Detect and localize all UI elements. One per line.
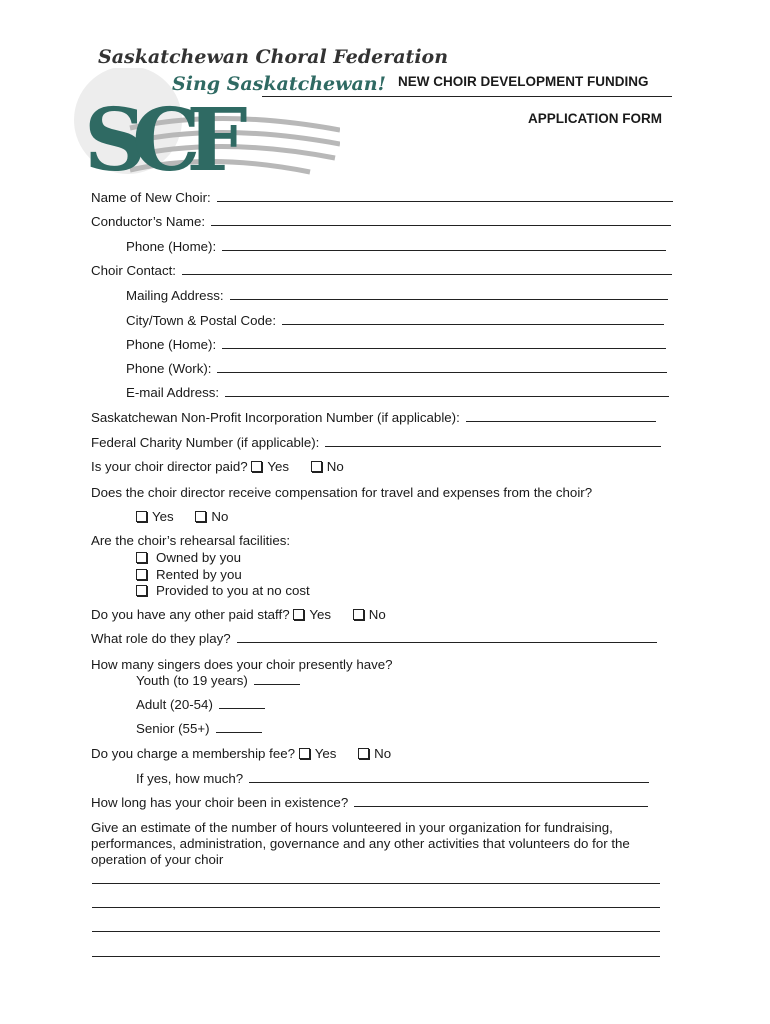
label-other-staff: Do you have any other paid staff? (91, 607, 290, 622)
field-membership-fee (91, 746, 391, 762)
label-yes: Yes (314, 746, 337, 761)
field-director-comp-options (136, 509, 228, 525)
label-conductor-name: Conductor’s Name: (91, 214, 206, 229)
answer-line[interactable] (92, 956, 660, 957)
label-yes: Yes (152, 509, 174, 524)
label-mailing-address: Mailing Address: (126, 288, 224, 303)
label-singers-count: How many singers does your choir presently have? (91, 657, 393, 672)
checkbox-director-paid-yes[interactable] (251, 461, 262, 472)
field-volunteer-hours-line-2 (91, 836, 630, 852)
input-sk-nonprofit[interactable] (466, 410, 656, 422)
label-volunteer-hours-1: Give an estimate of the number of hours volunteered in your organization for fundraising, (91, 820, 613, 835)
field-mailing-address (126, 288, 668, 304)
field-choir-contact (91, 263, 672, 279)
label-conductor-phone: Phone (Home): (126, 239, 217, 254)
field-existence (91, 795, 648, 811)
checkbox-director-paid-no[interactable] (311, 461, 322, 472)
input-federal-charity[interactable] (325, 435, 661, 447)
label-how-much: If yes, how much? (136, 771, 244, 786)
document-title: NEW CHOIR DEVELOPMENT FUNDING (398, 74, 649, 89)
label-facility-provided: Provided to you at no cost (156, 583, 310, 598)
label-senior: Senior (55+) (136, 721, 210, 736)
label-contact-phone-home: Phone (Home): (126, 337, 217, 352)
input-city-postal[interactable] (282, 313, 664, 325)
svg-text:SCF: SCF (84, 90, 234, 178)
input-youth[interactable] (254, 673, 300, 685)
field-senior (136, 721, 262, 737)
document-subtitle: APPLICATION FORM (528, 111, 662, 126)
label-existence: How long has your choir been in existence? (91, 795, 349, 810)
field-rehearsal-facilities (91, 533, 290, 549)
label-no: No (368, 607, 386, 622)
input-mailing-address[interactable] (230, 288, 668, 300)
field-contact-phone-work (126, 361, 667, 377)
scf-logo (70, 40, 449, 178)
label-contact-phone-work: Phone (Work): (126, 361, 212, 376)
answer-line[interactable] (92, 907, 660, 908)
field-director-paid (91, 459, 344, 475)
checkbox-membership-fee-no[interactable] (358, 748, 369, 759)
label-membership-fee: Do you charge a membership fee? (91, 746, 295, 761)
field-conductor-phone (126, 239, 666, 255)
checkbox-other-staff-yes[interactable] (293, 609, 304, 620)
facility-option (136, 567, 242, 583)
field-how-much (136, 771, 649, 787)
field-volunteer-hours-line-1 (91, 820, 613, 836)
field-other-staff (91, 607, 386, 623)
label-facility-owned: Owned by you (156, 550, 242, 565)
checkbox-facility-owned[interactable] (136, 552, 147, 563)
input-contact-phone-work[interactable] (217, 361, 667, 373)
answer-line[interactable] (92, 883, 660, 884)
label-new-choir-name: Name of New Choir: (91, 190, 211, 205)
field-youth (136, 673, 300, 689)
label-youth: Youth (to 19 years) (136, 673, 248, 688)
field-director-comp (91, 485, 592, 501)
input-how-much[interactable] (249, 771, 649, 783)
field-adult (136, 697, 265, 713)
field-volunteer-hours-line-3 (91, 852, 223, 868)
label-city-postal: City/Town & Postal Code: (126, 313, 277, 328)
input-conductor-phone[interactable] (222, 239, 666, 251)
checkbox-facility-provided[interactable] (136, 585, 147, 596)
checkbox-director-comp-no[interactable] (195, 511, 206, 522)
logo-tagline: Sing Saskatchewan! (172, 73, 386, 95)
label-sk-nonprofit: Saskatchewan Non-Profit Incorporation Number (if applicable): (91, 410, 460, 425)
field-conductor-name (91, 214, 671, 230)
input-conductor-name[interactable] (211, 214, 671, 226)
label-director-comp: Does the choir director receive compensation for travel and expenses from the choir? (91, 485, 593, 500)
label-volunteer-hours-3: operation of your choir (91, 852, 224, 867)
field-city-postal (126, 313, 664, 329)
field-email (126, 385, 669, 401)
input-choir-contact[interactable] (182, 263, 672, 275)
input-staff-role[interactable] (237, 631, 657, 643)
checkbox-membership-fee-yes[interactable] (299, 748, 310, 759)
label-federal-charity: Federal Charity Number (if applicable): (91, 435, 320, 450)
input-contact-phone-home[interactable] (222, 337, 666, 349)
input-email[interactable] (225, 385, 669, 397)
checkbox-facility-rented[interactable] (136, 569, 147, 580)
checkbox-director-comp-yes[interactable] (136, 511, 147, 522)
label-no: No (211, 509, 229, 524)
field-staff-role (91, 631, 657, 647)
input-new-choir-name[interactable] (217, 190, 673, 202)
field-new-choir-name (91, 190, 673, 206)
field-contact-phone-home (126, 337, 666, 353)
answer-line[interactable] (92, 931, 660, 932)
field-federal-charity (91, 435, 661, 451)
logo-organization-name: Saskatchewan Choral Federation (98, 46, 449, 68)
checkbox-other-staff-no[interactable] (353, 609, 364, 620)
field-singers-count (91, 657, 393, 673)
label-facility-rented: Rented by you (156, 567, 242, 582)
label-adult: Adult (20-54) (136, 697, 213, 712)
facility-option (136, 550, 241, 566)
facility-option (136, 583, 310, 599)
field-sk-nonprofit (91, 410, 656, 426)
input-existence[interactable] (354, 795, 648, 807)
label-yes: Yes (267, 459, 290, 474)
input-adult[interactable] (219, 697, 265, 709)
label-volunteer-hours-2: performances, administration, governance and any other activities that volunteers do for the (91, 836, 630, 851)
label-email: E-mail Address: (126, 385, 220, 400)
label-no: No (326, 459, 344, 474)
label-choir-contact: Choir Contact: (91, 263, 176, 278)
label-director-paid: Is your choir director paid? (91, 459, 248, 474)
label-rehearsal-facilities: Are the choir’s rehearsal facilities: (91, 533, 291, 548)
label-yes: Yes (309, 607, 332, 622)
label-no: No (374, 746, 392, 761)
input-senior[interactable] (216, 721, 262, 733)
label-staff-role: What role do they play? (91, 631, 231, 646)
header-divider (262, 96, 672, 97)
